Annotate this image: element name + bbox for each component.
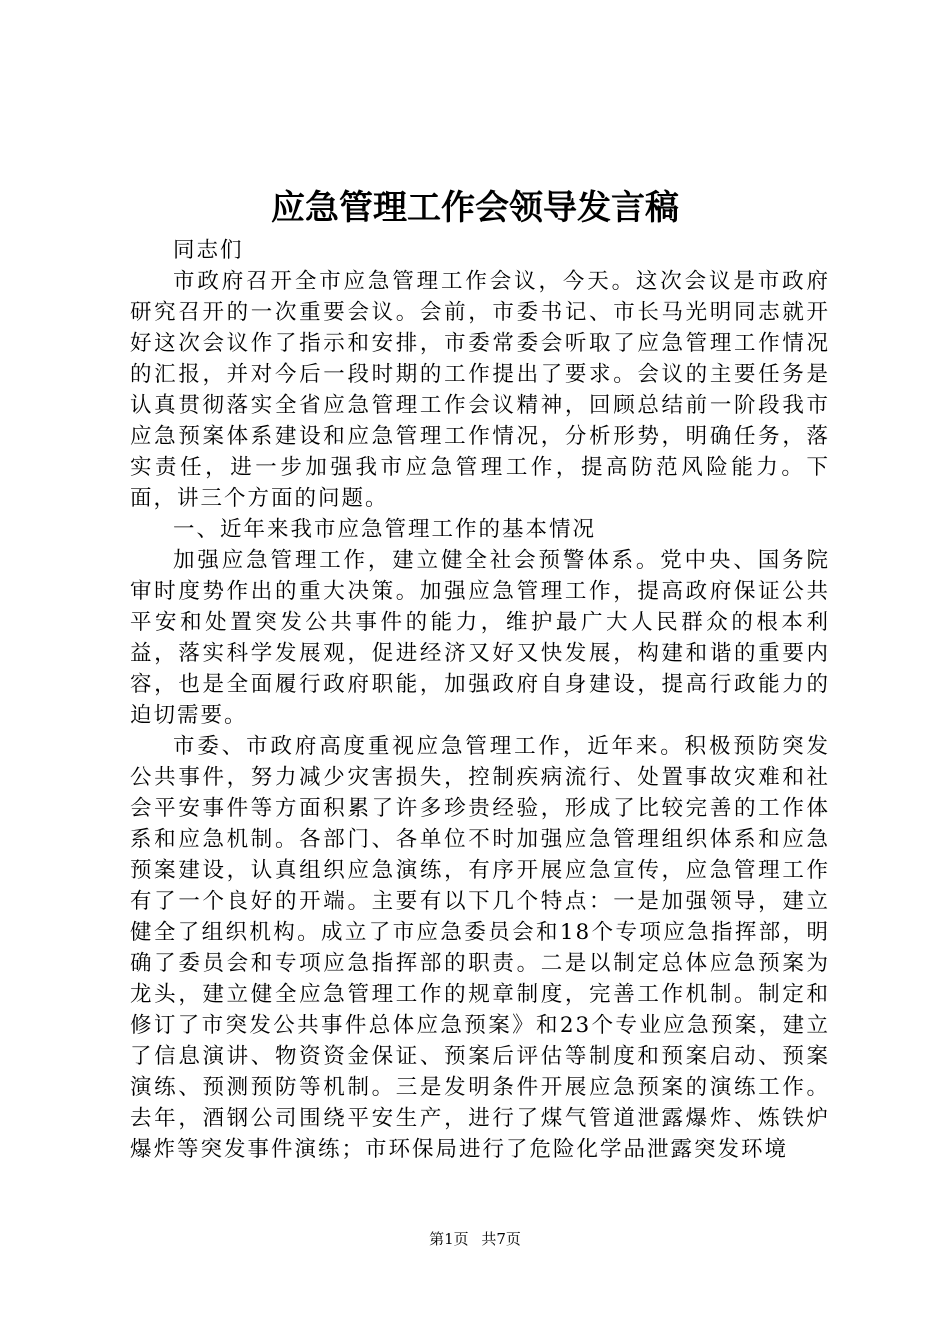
paragraph: 市委、市政府高度重视应急管理工作，近年来。积极预防突发公共事件，努力减少灾害损失，控制疾病流行、处置事故灾难和社会平安事件等方面积累了许多珍贵经验，形成了比较完善的工作体系和应急机制。各部门、各单位不时加强应急管理组织体系和应急预案建设，认真组织应急演练，有序开展应急宣传，应急管理工作有了一个良好的开端。主要有以下几个特点：一是加强领导，建立健全了组织机构。成立了市应急委员会和18个专项应急指挥部，明确了委员会和专项应急指挥部的职责。二是以制定总体应急预案为龙头，建立健全应急管理工作的规章制度，完善工作机制。制定和修订了市突发公共事件总体应急预案》和23个专业应急预案，建立了信息演讲、物资资金保证、预案后评估等制度和预案启动、预案演练、预测预防等机制。三是发明条件开展应急预案的演练工作。去年，酒钢公司围绕平安生产，进行了煤气管道泄露爆炸、炼铁炉爆炸等突发事件演练；市环保局进行了危险化学品泄露突发环境 [130,734,830,1162]
page-number: 第1页 [429,1230,469,1248]
page-count: 共7页 [481,1230,521,1248]
salutation: 同志们 [173,238,244,263]
document-title: 应急管理工作会领导发言稿 [271,188,679,228]
paragraph: 加强应急管理工作，建立健全社会预警体系。党中央、国务院审时度势作出的重大决策。加强应急管理工作，提高政府保证公共平安和处置突发公共事件的能力，维护最广大人民群众的根本利益，落实科学发展观，促进经济又好又快发展，构建和谐的重要内容，也是全面履行政府职能，加强政府自身建设，提高行政能力的迫切需要。 [130,548,830,728]
page-footer [0,1228,950,1250]
section-heading: 一、近年来我市应急管理工作的基本情况 [173,517,597,542]
paragraph: 市政府召开全市应急管理工作会议，今天。这次会议是市政府研究召开的一次重要会议。会前，市委书记、市长马光明同志就开好这次会议作了指示和安排，市委常委会听取了应急管理工作情况的汇报，并对今后一段时期的工作提出了要求。会议的主要任务是认真贯彻落实全省应急管理工作会议精神，回顾总结前一阶段我市应急预案体系建设和应急管理工作情况，分析形势，明确任务，落实责任，进一步加强我市应急管理工作，提高防范风险能力。下面，讲三个方面的问题。 [130,269,830,511]
document-body [130,235,830,1165]
